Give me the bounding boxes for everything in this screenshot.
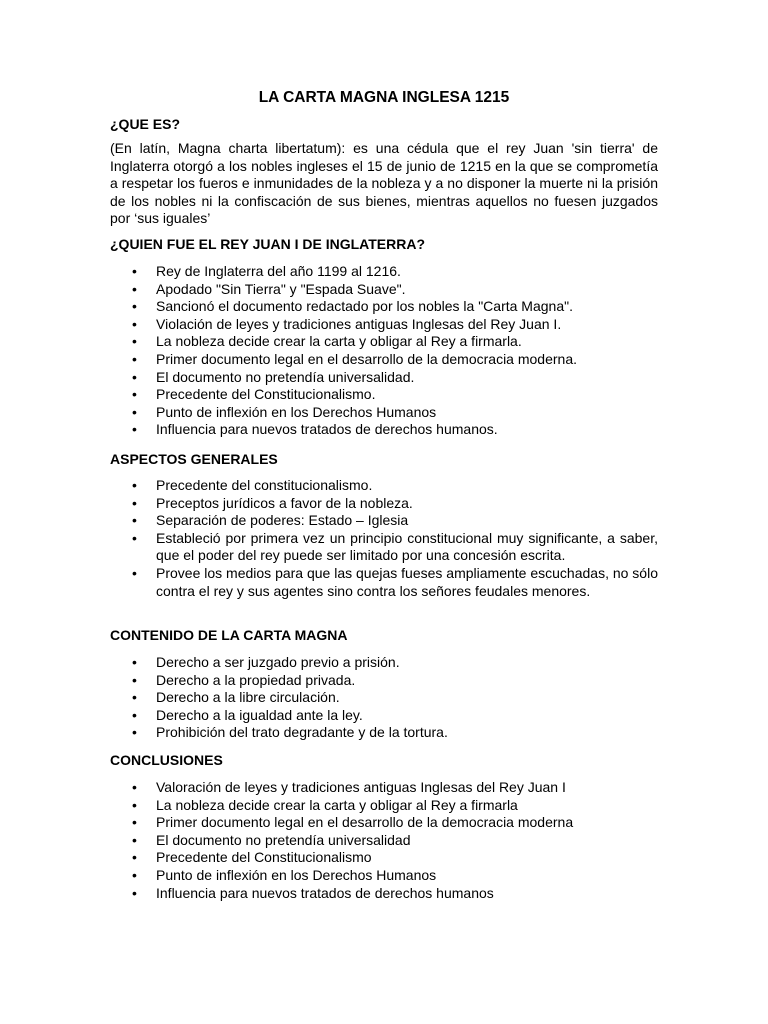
- bullet-icon: •: [132, 884, 137, 901]
- bullet-icon: •: [132, 512, 137, 529]
- list-item: [110, 814, 658, 832]
- list-item-text: Derecho a la propiedad privada.: [156, 671, 356, 688]
- bullet-list-rey-juan: [110, 263, 658, 439]
- list-item: [110, 421, 658, 439]
- bullet-icon: •: [132, 689, 137, 706]
- section-paragraph-que-es: (En latín, Magna charta libertatum): es una cédula que el rey Juan 'sin tierra' de Inglaterra otorgó a los nobles ingleses el 15 de junio de 1215 en la que se comprometía a respetar los fueros e inmunidades de la nobleza y a no disponer la muerte ni la prisión de los nobles ni la confiscación de sus bienes, mientras aquellos no fuesen juzgados por ‘sus iguales’: [110, 140, 658, 227]
- bullet-list-contenido: [110, 654, 658, 742]
- list-item: [110, 797, 658, 815]
- list-item: [110, 724, 658, 742]
- document-title: LA CARTA MAGNA INGLESA 1215: [258, 89, 510, 106]
- list-item-text: La nobleza decide crear la carta y obligar al Rey a firmarla.: [156, 333, 522, 350]
- list-item: [110, 316, 658, 334]
- section-heading-rey-juan: ¿QUIEN FUE EL REY JUAN I DE INGLATERRA?: [110, 236, 426, 252]
- list-item: [110, 495, 658, 513]
- list-item-text: Separación de poderes: Estado – Iglesia: [156, 512, 409, 529]
- section-heading-aspectos-generales: ASPECTOS GENERALES: [110, 451, 278, 467]
- list-item-text: Estableció por primera vez un principio constitucional muy significante, a saber, que el poder del rey puede ser limitado por una concesión escrita.: [156, 529, 658, 564]
- list-item: [110, 689, 658, 707]
- list-item: [110, 672, 658, 690]
- section-heading-conclusiones: CONCLUSIONES: [110, 752, 223, 768]
- list-item: [110, 832, 658, 850]
- bullet-icon: •: [132, 477, 137, 493]
- bullet-icon: •: [132, 529, 137, 546]
- list-item-text: Punto de inflexión en los Derechos Humanos: [156, 866, 437, 883]
- bullet-list-conclusiones: [110, 779, 658, 902]
- list-item: [110, 654, 658, 672]
- list-item-text: Precedente del Constitucionalismo: [156, 849, 372, 866]
- list-item: [110, 404, 658, 422]
- list-item-text: Prohibición del trato degradante y de la tortura.: [156, 724, 448, 741]
- list-item: [110, 849, 658, 867]
- bullet-icon: •: [132, 263, 137, 279]
- list-item-text: Punto de inflexión en los Derechos Humanos: [156, 403, 437, 420]
- list-item-text: El documento no pretendía universalidad.: [156, 368, 415, 385]
- bullet-icon: •: [132, 421, 137, 438]
- bullet-icon: •: [132, 315, 137, 332]
- list-item-text: Apodado "Sin Tierra" y "Espada Suave".: [156, 280, 406, 297]
- list-item-text: Derecho a ser juzgado previo a prisión.: [156, 654, 400, 670]
- bullet-icon: •: [132, 333, 137, 350]
- bullet-icon: •: [132, 866, 137, 883]
- list-item-text: Preceptos jurídicos a favor de la nobleza.: [156, 494, 413, 511]
- list-item-text: Primer documento legal en el desarrollo de la democracia moderna.: [156, 350, 577, 367]
- bullet-icon: •: [132, 386, 137, 403]
- bullet-list-aspectos-generales: [110, 477, 658, 600]
- list-item-text: Primer documento legal en el desarrollo de la democracia moderna: [156, 814, 574, 831]
- bullet-icon: •: [132, 298, 137, 315]
- bullet-icon: •: [132, 368, 137, 385]
- bullet-icon: •: [132, 671, 137, 688]
- bullet-icon: •: [132, 796, 137, 813]
- list-item-text: Derecho a la libre circulación.: [156, 689, 340, 706]
- list-item: [110, 298, 658, 316]
- bullet-icon: •: [132, 654, 137, 670]
- list-item-text: Valoración de leyes y tradiciones antiguas Inglesas del Rey Juan I: [156, 779, 566, 795]
- bullet-icon: •: [132, 849, 137, 866]
- list-item-text: Precedente del constitucionalismo.: [156, 477, 373, 493]
- list-item-text: Precedente del Constitucionalismo.: [156, 386, 376, 403]
- list-item: [110, 530, 658, 565]
- list-item-text: Provee los medios para que las quejas fueses ampliamente escuchadas, no sólo contra el rey y sus agentes sino contra los señores feudales menores.: [156, 564, 658, 599]
- list-item: [110, 386, 658, 404]
- list-item: [110, 351, 658, 369]
- list-item: [110, 565, 658, 600]
- list-item-text: Influencia para nuevos tratados de derechos humanos.: [156, 421, 498, 438]
- bullet-icon: •: [132, 724, 137, 741]
- bullet-icon: •: [132, 814, 137, 831]
- list-item-text: Sancionó el documento redactado por los nobles la "Carta Magna".: [156, 298, 573, 315]
- list-item: [110, 512, 658, 530]
- list-item-text: La nobleza decide crear la carta y obligar al Rey a firmarla: [156, 796, 518, 813]
- list-item-text: Violación de leyes y tradiciones antiguas Inglesas del Rey Juan I.: [156, 315, 562, 332]
- section-heading-contenido: CONTENIDO DE LA CARTA MAGNA: [110, 627, 348, 643]
- bullet-icon: •: [132, 280, 137, 297]
- list-item: [110, 885, 658, 903]
- bullet-icon: •: [132, 779, 137, 795]
- list-item-text: El documento no pretendía universalidad: [156, 831, 411, 848]
- section-heading-que-es: ¿QUE ES?: [110, 116, 181, 132]
- bullet-icon: •: [132, 403, 137, 420]
- bullet-icon: •: [132, 831, 137, 848]
- list-item: [110, 707, 658, 725]
- list-item: [110, 263, 658, 281]
- list-item: [110, 369, 658, 387]
- list-item-text: Rey de Inglaterra del año 1199 al 1216.: [156, 263, 401, 279]
- bullet-icon: •: [132, 706, 137, 723]
- bullet-icon: •: [132, 494, 137, 511]
- list-item-text: Influencia para nuevos tratados de derechos humanos: [156, 884, 494, 901]
- list-item: [110, 281, 658, 299]
- list-item: [110, 867, 658, 885]
- list-item-text: Derecho a la igualdad ante la ley.: [156, 706, 363, 723]
- list-item: [110, 779, 658, 797]
- bullet-icon: •: [132, 564, 137, 581]
- bullet-icon: •: [132, 350, 137, 367]
- list-item: [110, 333, 658, 351]
- list-item: [110, 477, 658, 495]
